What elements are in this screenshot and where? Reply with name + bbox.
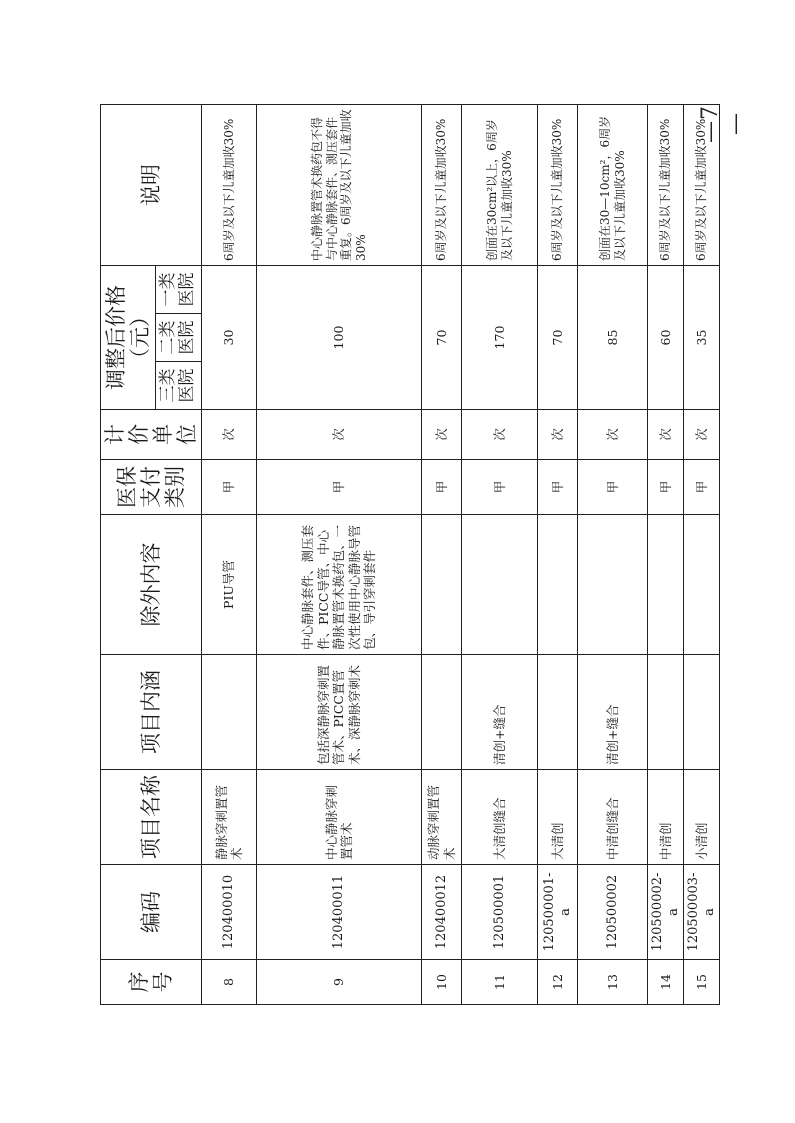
cell-seq: 8	[202, 960, 257, 1005]
header-code: 编码	[101, 865, 202, 960]
table-row	[202, 105, 257, 1005]
cell-code: 120500002-a	[648, 865, 684, 960]
cell-name: 中清创缝合	[578, 770, 648, 865]
cell-code: 120500003-a	[684, 865, 720, 960]
cell-code: 120500001-a	[538, 865, 578, 960]
cell-excluded	[648, 515, 684, 655]
cell-name: 大清创缝合	[462, 770, 538, 865]
header-tier3: 三类医院	[155, 362, 201, 410]
cell-note: 创面在30cm²以上，6周岁及以下儿童加收30%	[462, 105, 538, 266]
cell-seq: 9	[257, 960, 422, 1005]
cell-content	[648, 655, 684, 770]
cell-note: 创面在30—10cm²，6周岁及以下儿童加收30%	[578, 105, 648, 266]
cell-price: 60	[648, 266, 684, 410]
cell-price: 100	[257, 266, 422, 410]
cell-unit: 次	[538, 410, 578, 460]
cell-excluded	[462, 515, 538, 655]
cell-name: 中心静脉穿刺置管术	[257, 770, 422, 865]
cell-seq: 11	[462, 960, 538, 1005]
cell-content: 清创+缝合	[462, 655, 538, 770]
cell-content: 清创+缝合	[578, 655, 648, 770]
table-row	[257, 105, 422, 1005]
cell-code: 120500001	[462, 865, 538, 960]
cell-excluded	[684, 515, 720, 655]
cell-note: 6周岁及以下儿童加收30%	[538, 105, 578, 266]
cell-excluded	[578, 515, 648, 655]
cell-insurance: 甲	[422, 460, 462, 515]
cell-excluded: 中心静脉套件、测压套件、PICC导管、中心静脉置管术换药包、一次性使用中心静脉导管包、导引穿刺套件	[257, 515, 422, 655]
cell-insurance: 甲	[462, 460, 538, 515]
table-row	[578, 105, 648, 1005]
table-row	[648, 105, 684, 1005]
cell-unit: 次	[462, 410, 538, 460]
page-number: —7—	[698, 105, 748, 143]
header-tier1: 一类医院	[155, 266, 201, 314]
header-content: 项目内涵	[101, 655, 202, 770]
cell-seq: 10	[422, 960, 462, 1005]
header-seq: 序号	[101, 960, 202, 1005]
cell-excluded	[538, 515, 578, 655]
cell-unit: 次	[202, 410, 257, 460]
header-price-group: 调整后价格（元）	[101, 266, 156, 410]
cell-note: 6周岁及以下儿童加收30%	[202, 105, 257, 266]
cell-insurance: 甲	[684, 460, 720, 515]
table-row	[422, 105, 462, 1005]
table-row	[462, 105, 538, 1005]
cell-price: 70	[538, 266, 578, 410]
cell-unit: 次	[257, 410, 422, 460]
cell-insurance: 甲	[257, 460, 422, 515]
cell-content	[422, 655, 462, 770]
cell-content	[538, 655, 578, 770]
header-insurance: 医保支付类别	[101, 460, 202, 515]
cell-unit: 次	[578, 410, 648, 460]
cell-name: 静脉穿刺置管术	[202, 770, 257, 865]
cell-note: 中心静脉置管术换药包不得与中心静脉套件、测压套件重复。6周岁及以下儿童加收30%	[257, 105, 422, 266]
cell-insurance: 甲	[648, 460, 684, 515]
price-adjustment-table	[100, 104, 720, 1005]
cell-seq: 12	[538, 960, 578, 1005]
cell-price: 35	[684, 266, 720, 410]
cell-price: 70	[422, 266, 462, 410]
cell-name: 小清创	[684, 770, 720, 865]
cell-price: 170	[462, 266, 538, 410]
cell-code: 120400011	[257, 865, 422, 960]
cell-code: 120500002	[578, 865, 648, 960]
table-row	[684, 105, 720, 1005]
table-row	[538, 105, 578, 1005]
cell-note: 6周岁及以下儿童加收30%	[684, 105, 720, 266]
cell-excluded: PIU导管	[202, 515, 257, 655]
cell-name: 动脉穿刺置管术	[422, 770, 462, 865]
cell-price: 85	[578, 266, 648, 410]
cell-note: 6周岁及以下儿童加收30%	[648, 105, 684, 266]
cell-price: 30	[202, 266, 257, 410]
header-tier2: 二类医院	[155, 314, 201, 362]
cell-unit: 次	[422, 410, 462, 460]
cell-code: 120400012	[422, 865, 462, 960]
cell-name: 大清创	[538, 770, 578, 865]
cell-seq: 14	[648, 960, 684, 1005]
cell-note: 6周岁及以下儿童加收30%	[422, 105, 462, 266]
cell-seq: 13	[578, 960, 648, 1005]
header-note: 说明	[101, 105, 202, 266]
header-name: 项目名称	[101, 770, 202, 865]
cell-name: 中清创	[648, 770, 684, 865]
cell-unit: 次	[648, 410, 684, 460]
cell-unit: 次	[684, 410, 720, 460]
cell-content: 包括深静脉穿刺置管术、PICC置管术、深静脉穿刺术	[257, 655, 422, 770]
cell-seq: 15	[684, 960, 720, 1005]
cell-excluded	[422, 515, 462, 655]
header-unit: 计价单位	[101, 410, 202, 460]
header-excluded: 除外内容	[101, 515, 202, 655]
cell-insurance: 甲	[538, 460, 578, 515]
rotated-price-table-page	[100, 105, 717, 1005]
cell-insurance: 甲	[578, 460, 648, 515]
cell-content	[202, 655, 257, 770]
cell-content	[684, 655, 720, 770]
cell-insurance: 甲	[202, 460, 257, 515]
cell-code: 120400010	[202, 865, 257, 960]
